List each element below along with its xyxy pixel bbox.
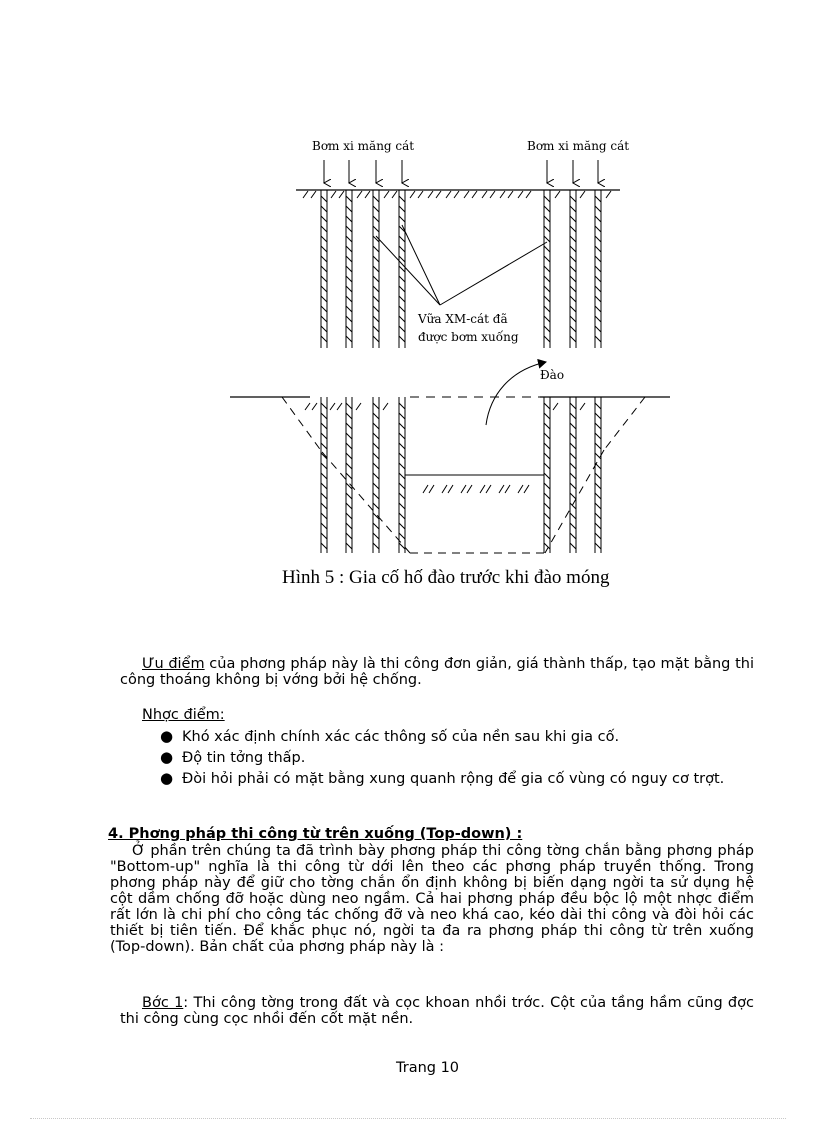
pile-u3 <box>373 190 379 348</box>
pile-u7 <box>595 190 601 348</box>
pile-l4 <box>399 397 405 553</box>
pile-l7 <box>595 397 601 553</box>
page-number: Trang 10 <box>396 1060 460 1076</box>
list-item: ● Khó xác định chính xác các thông số của nền sau khi gia cố. <box>160 727 620 745</box>
advantages-paragraph <box>120 656 754 688</box>
label-grout-line2: được bơm xuống <box>418 330 519 344</box>
list-item: ● Độ tin tởng thấp. <box>160 748 306 766</box>
pile-u1 <box>321 190 327 348</box>
pile-l1 <box>321 397 327 553</box>
step1-text: : Thi công tờng trong đất và cọc khoan nhồi trớc. Cột của tầng hầm cũng đợc thi công cùng cọc nhồi đến cốt mặt nền. <box>120 995 754 1027</box>
page-divider <box>30 1118 786 1119</box>
disadvantages-list <box>160 729 754 792</box>
pile-l3 <box>373 397 379 553</box>
pile-u2 <box>346 190 352 348</box>
pile-u6 <box>570 190 576 348</box>
label-pump-right: Bơm xi măng cát <box>527 139 630 153</box>
label-grout-line1: Vữa XM-cát đã <box>418 312 508 326</box>
pile-l6 <box>570 397 576 553</box>
list-item: ● Đòi hỏi phải có mặt bằng xung quanh rộng để gia cố vùng có nguy cơ trợt. <box>160 769 725 787</box>
step1-paragraph <box>120 995 754 1027</box>
advantages-term: Ưu điểm <box>142 656 205 672</box>
step1-term: Bớc 1 <box>142 995 184 1011</box>
label-pump-left: Bơm xi măng cát <box>312 139 415 153</box>
advantages-text: của phơng pháp này là thi công đơn giản, giá thành thấp, tạo mặt bằng thi công thoáng không bị vớng bởi hệ chống. <box>120 656 754 688</box>
figure-caption: Hình 5 : Gia cố hố đào trước khi đào móng <box>282 567 610 588</box>
label-excavate: Đào <box>540 368 565 382</box>
grout-leader-lines <box>376 225 547 305</box>
pile-l5 <box>544 397 550 553</box>
pile-u5 <box>544 190 550 348</box>
disadvantages-heading: Nhợc điểm: <box>142 707 225 723</box>
section4-heading: 4. Phơng pháp thi công từ trên xuống (Top-down) : <box>108 826 523 842</box>
lower-diagram <box>230 362 670 553</box>
pile-u4 <box>399 190 405 348</box>
section4-body: Ở phần trên chúng ta đã trình bày phơng pháp thi công tờng chắn bằng phơng pháp "Bottom-up" nghĩa là thi công từ dới lên theo các phơng pháp truyền thống. Trong phơng pháp này để giữ cho tờng chắn ổn định không bị biến dạng ngời ta sử dụng hệ cột dầm chống đỡ hoặc dùng neo ngầm. Cả hai phơng pháp đều bộc lộ một nhợc điểm rất lớn là chi phí cho công tác chống đỡ và neo khá cao, kéo dài thi công và đòi hỏi các thiết bị tiên tiến. Để khắc phục nó, ngời ta đa ra phơng pháp thi công từ trên xuống (Top-down). Bản chất của phơng pháp này là : <box>110 843 754 955</box>
pile-l2 <box>346 397 352 553</box>
